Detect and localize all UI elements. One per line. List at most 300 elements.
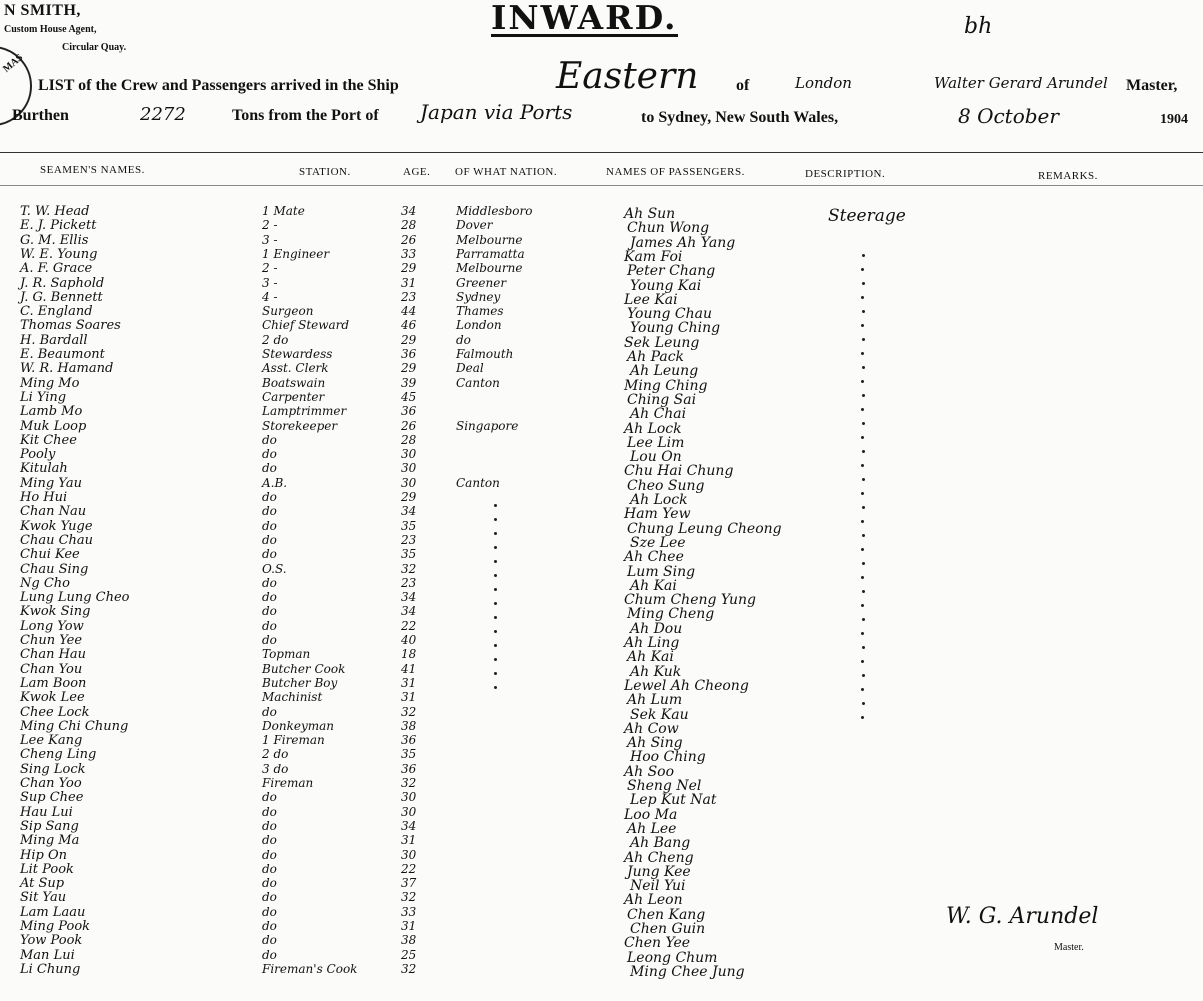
seaman-name: Ho Hui <box>20 490 68 505</box>
seaman-age: 35 <box>401 547 417 562</box>
ditto-dot <box>862 310 865 313</box>
passenger-name: Chen Guin <box>630 921 706 937</box>
passenger-name: Chung Leung Cheong <box>627 520 782 537</box>
ditto-dot <box>861 632 864 635</box>
of-label: of <box>736 77 750 94</box>
seaman-name: Li Ying <box>20 389 67 405</box>
seaman-name: C. England <box>20 304 93 320</box>
master-name: Walter Gerard Arundel <box>934 74 1108 92</box>
seaman-name: Man Lui <box>20 947 75 963</box>
ditto-dot <box>861 660 864 663</box>
seaman-age: 31 <box>401 833 417 848</box>
seaman-name: Ming Ma <box>20 833 80 849</box>
passenger-name: Ah Kai <box>630 577 677 594</box>
seaman-age: 31 <box>401 675 417 690</box>
passenger-name: Ah Sing <box>627 735 683 752</box>
seaman-station: 2 - <box>262 218 278 233</box>
ditto-dot <box>861 436 864 439</box>
seaman-station: do <box>262 833 277 848</box>
seaman-station: do <box>262 532 277 547</box>
seaman-age: 30 <box>401 804 417 819</box>
seaman-station: Storekeeper <box>262 418 338 433</box>
seaman-name: J. G. Bennett <box>20 289 103 305</box>
seaman-name: Kwok Yuge <box>20 518 93 534</box>
ditto-dot <box>862 422 865 425</box>
ditto-dot <box>861 268 864 271</box>
seaman-nation: Deal <box>456 361 484 376</box>
ditto-dot <box>862 534 865 537</box>
seaman-age: 22 <box>401 861 417 876</box>
passenger-name: Ah Bang <box>630 835 691 852</box>
passenger-name: Ah Lee <box>627 820 677 837</box>
passenger-name: Lee Kai <box>624 291 678 308</box>
passenger-name: Lewel Ah Cheong <box>624 677 749 694</box>
page-title: INWARD. <box>491 0 678 37</box>
seaman-station: do <box>262 490 277 504</box>
seaman-age: 32 <box>401 776 417 790</box>
ditto-dot <box>862 646 865 649</box>
passenger-name: Jung Kee <box>627 863 691 880</box>
seaman-nation: Falmouth <box>456 347 514 361</box>
seaman-station: Boatswain <box>262 375 326 390</box>
seaman-station: do <box>262 704 277 719</box>
seaman-age: 30 <box>401 790 417 805</box>
ditto-dot <box>862 282 865 285</box>
seaman-nation: Canton <box>456 375 500 390</box>
seaman-station: do <box>262 933 277 948</box>
passenger-name: Ah Leon <box>624 892 683 909</box>
seaman-name: Sit Yau <box>20 890 67 906</box>
seaman-name: Sing Lock <box>20 761 86 777</box>
agent-name: N SMITH, <box>4 2 81 19</box>
passenger-name: Loo Ma <box>624 806 678 823</box>
seaman-station: do <box>262 876 277 891</box>
ditto-dot <box>862 702 865 705</box>
seaman-age: 30 <box>401 475 417 490</box>
ditto-dot <box>494 616 497 619</box>
ditto-dot <box>494 672 497 675</box>
signature-label: Master. <box>1054 942 1084 953</box>
seaman-name: At Sup <box>20 876 65 892</box>
seaman-name: Kwok Lee <box>20 690 85 706</box>
seaman-name: Chau Chau <box>20 532 94 548</box>
ditto-dot <box>861 688 864 691</box>
seaman-name: E. J. Pickett <box>20 218 97 234</box>
seaman-age: 22 <box>401 618 417 633</box>
seaman-station: A.B. <box>262 475 288 490</box>
ditto-dot <box>494 630 497 633</box>
destination-label: to Sydney, New South Wales, <box>641 109 839 126</box>
seaman-name: Ming Yau <box>20 475 82 491</box>
ditto-dot <box>494 686 497 689</box>
seaman-age: 26 <box>401 418 417 433</box>
seaman-name: Cheng Ling <box>20 747 97 763</box>
passenger-name: Ming Ching <box>624 377 708 394</box>
seaman-age: 34 <box>401 504 417 519</box>
ditto-dot <box>494 560 497 563</box>
seaman-age: 23 <box>401 575 417 590</box>
master-signature: W. G. Arundel <box>946 904 1099 929</box>
seaman-name: Ming Pook <box>20 919 91 934</box>
seaman-age: 36 <box>401 347 417 361</box>
seaman-station: 3 - <box>262 275 278 290</box>
seaman-name: Chan Hau <box>20 647 87 663</box>
seaman-age: 30 <box>401 847 417 862</box>
seaman-name: Chui Kee <box>20 547 80 563</box>
stamp-lettering: MAS <box>1 52 26 75</box>
seaman-nation: do <box>456 332 471 347</box>
seaman-name: Thomas Soares <box>20 318 121 334</box>
seaman-age: 23 <box>401 532 417 547</box>
passenger-name: Ah Lock <box>624 420 682 437</box>
col-remarks: REMARKS. <box>1038 170 1098 182</box>
passenger-name: Neil Yui <box>630 878 686 895</box>
ditto-dot <box>862 562 865 565</box>
master-label: Master, <box>1126 77 1178 94</box>
passenger-name: Chu Hai Chung <box>624 463 734 480</box>
col-passengers: NAMES OF PASSENGERS. <box>606 166 745 178</box>
column-rule <box>0 185 1203 186</box>
passenger-name: Young Ching <box>630 320 721 337</box>
ditto-dot <box>494 644 497 647</box>
ditto-dot <box>862 366 865 369</box>
seaman-station: do <box>262 947 277 962</box>
passenger-name: Ah Sun <box>624 206 676 222</box>
ditto-dot <box>862 254 865 257</box>
seaman-age: 32 <box>401 961 417 976</box>
passenger-name: Cheo Sung <box>627 477 705 494</box>
ditto-dot <box>494 504 497 507</box>
seaman-station: Butcher Boy <box>262 675 338 690</box>
passenger-name: Lee Lim <box>627 434 685 451</box>
passenger-name: Lep Kut Nat <box>630 792 717 809</box>
seaman-name: Lit Pook <box>20 861 74 877</box>
seaman-station: Butcher Cook <box>262 661 346 676</box>
seaman-station: 2 do <box>262 332 289 347</box>
seaman-station: Asst. Clerk <box>262 361 329 376</box>
passenger-name: Ming Cheng <box>627 606 715 623</box>
seaman-name: Sip Sang <box>20 818 79 834</box>
seaman-station: do <box>262 633 277 647</box>
seaman-station: Donkeyman <box>262 718 334 733</box>
seaman-station: Lamptrimmer <box>262 404 347 419</box>
passenger-name: Ah Soo <box>624 763 675 780</box>
ditto-dot <box>862 338 865 341</box>
passenger-name: Ah Cheng <box>624 849 694 866</box>
header-rule <box>0 152 1203 153</box>
seaman-nation: Melbourne <box>456 232 523 247</box>
seaman-station: 3 do <box>262 761 289 776</box>
seaman-age: 34 <box>401 604 417 619</box>
seaman-station: do <box>262 447 277 462</box>
seaman-name: Pooly <box>20 447 56 463</box>
seaman-station: do <box>262 618 277 633</box>
seaman-age: 28 <box>401 218 417 233</box>
seaman-name: Chan Yoo <box>20 776 82 791</box>
passenger-name: Ah Dou <box>630 620 683 637</box>
seaman-nation: Singapore <box>456 418 519 433</box>
seaman-station: do <box>262 518 277 533</box>
seaman-age: 31 <box>401 690 417 705</box>
seaman-station: do <box>262 818 277 833</box>
seaman-station: do <box>262 461 277 476</box>
passenger-name: Ah Cow <box>624 720 679 737</box>
initials: bh <box>964 14 993 39</box>
seaman-station: Machinist <box>262 690 323 705</box>
passenger-name: Ah Ling <box>624 635 680 651</box>
seaman-nation: Melbourne <box>456 261 523 276</box>
ditto-dot <box>494 658 497 661</box>
seaman-name: Ming Mo <box>20 375 80 391</box>
ditto-dot <box>494 546 497 549</box>
seaman-station: do <box>262 432 277 447</box>
seaman-station: do <box>262 590 277 605</box>
seaman-nation: Greener <box>456 275 507 290</box>
seaman-age: 31 <box>401 275 417 290</box>
seaman-station: Surgeon <box>262 304 314 319</box>
seaman-station: Fireman <box>262 776 314 790</box>
ditto-dot <box>861 520 864 523</box>
seaman-age: 32 <box>401 561 417 576</box>
seaman-name: Kwok Sing <box>20 604 91 620</box>
seaman-name: Lung Lung Cheo <box>20 590 130 606</box>
ditto-dot <box>861 604 864 607</box>
passenger-name: Young Chau <box>627 306 712 323</box>
seaman-age: 44 <box>401 304 417 319</box>
seaman-name: Muk Loop <box>20 418 87 434</box>
seaman-age: 36 <box>401 733 417 748</box>
seaman-station: do <box>262 547 277 562</box>
agent-address: Circular Quay. <box>62 42 127 53</box>
passenger-name: Ah Lum <box>627 692 683 709</box>
description-value: Steerage <box>828 206 906 226</box>
seaman-age: 31 <box>401 919 417 933</box>
seaman-name: Kit Chee <box>20 432 77 448</box>
seaman-age: 26 <box>401 232 417 247</box>
passenger-name: Chen Kang <box>627 906 706 923</box>
seaman-name: Ming Chi Chung <box>20 718 129 734</box>
seaman-name: A. F. Grace <box>20 261 93 277</box>
seaman-age: 32 <box>401 704 417 719</box>
ditto-dot <box>861 408 864 411</box>
ditto-dot <box>861 380 864 383</box>
seaman-station: Carpenter <box>262 389 325 404</box>
seaman-name: Hau Lui <box>20 804 73 820</box>
passenger-name: Lum Sing <box>627 563 696 580</box>
seaman-name: Hip On <box>20 847 67 863</box>
seaman-name: Lam Boon <box>20 675 87 691</box>
passenger-name: Young Kai <box>630 277 702 294</box>
ditto-dot <box>861 324 864 327</box>
ditto-dot <box>862 478 865 481</box>
ditto-dot <box>862 506 865 509</box>
seaman-name: Yow Pook <box>20 933 83 949</box>
ditto-dot <box>861 352 864 355</box>
seaman-station: 4 - <box>262 289 278 304</box>
passenger-name: Sze Lee <box>630 534 686 551</box>
passenger-name: Sek Kau <box>630 706 689 723</box>
seaman-name: Li Chung <box>20 961 81 977</box>
seaman-age: 32 <box>401 890 417 905</box>
seaman-age: 28 <box>401 432 417 447</box>
passenger-name: Ah Kuk <box>630 663 682 680</box>
seaman-name: Chau Sing <box>20 561 89 577</box>
seaman-nation: Parramatta <box>456 246 525 261</box>
ditto-dot <box>494 518 497 521</box>
seaman-age: 34 <box>401 204 417 218</box>
seaman-name: E. Beaumont <box>20 347 105 362</box>
col-age: AGE. <box>403 166 431 178</box>
ditto-dot <box>861 576 864 579</box>
seaman-station: 2 - <box>262 261 278 276</box>
ditto-dot <box>862 618 865 621</box>
seaman-name: G. M. Ellis <box>20 232 89 248</box>
passenger-name: Ching Sai <box>627 391 697 408</box>
seaman-nation: Dover <box>456 218 493 233</box>
seaman-station: Stewardess <box>262 347 333 361</box>
seaman-station: O.S. <box>262 561 287 576</box>
home-port: London <box>795 74 852 92</box>
seaman-station: do <box>262 604 277 619</box>
arrival-year: 1904 <box>1160 112 1188 127</box>
seaman-age: 38 <box>401 718 417 733</box>
ditto-dot <box>494 574 497 577</box>
seaman-name: Kitulah <box>20 461 68 477</box>
seaman-age: 33 <box>401 246 417 261</box>
seaman-age: 41 <box>401 661 417 676</box>
ditto-dot <box>861 548 864 551</box>
passenger-name: Lou On <box>630 449 682 466</box>
seaman-age: 34 <box>401 818 417 833</box>
seaman-station: do <box>262 504 277 519</box>
col-description: DESCRIPTION. <box>805 168 886 180</box>
seaman-station: 1 Fireman <box>262 733 325 748</box>
seaman-age: 25 <box>401 947 417 962</box>
seaman-age: 29 <box>401 490 417 504</box>
tons-label: Tons from the Port of <box>232 107 379 124</box>
seaman-station: 2 do <box>262 747 289 762</box>
ditto-dot <box>861 296 864 299</box>
ditto-dot <box>494 532 497 535</box>
seaman-age: 38 <box>401 933 417 948</box>
seaman-name: J. R. Saphold <box>20 275 105 291</box>
passenger-name: Ham Yew <box>624 506 691 523</box>
seaman-age: 29 <box>401 261 417 276</box>
passenger-name: Ah Pack <box>627 349 685 365</box>
departure-port: Japan via Ports <box>420 100 573 124</box>
seaman-station: do <box>262 804 277 819</box>
seaman-age: 29 <box>401 332 417 347</box>
seaman-station: do <box>262 847 277 862</box>
passenger-name: Ah Chai <box>630 406 687 423</box>
agent-title: Custom House Agent, <box>4 24 97 35</box>
passenger-name: Leong Chum <box>627 949 718 966</box>
ditto-dot <box>862 450 865 453</box>
passenger-name: Ah Kai <box>627 649 674 666</box>
ditto-dot <box>862 394 865 397</box>
seaman-age: 35 <box>401 747 417 762</box>
seaman-station: Topman <box>262 647 311 662</box>
seaman-age: 36 <box>401 761 417 776</box>
burthen-label: Burthen <box>12 107 69 124</box>
passenger-name: Ah Leung <box>630 363 699 380</box>
seaman-station: do <box>262 861 277 876</box>
seaman-name: Chan You <box>20 661 83 677</box>
passenger-name: Hoo Ching <box>630 749 706 766</box>
ditto-dot <box>494 588 497 591</box>
seaman-station: do <box>262 890 277 905</box>
seaman-age: 35 <box>401 518 417 533</box>
ditto-dot <box>862 590 865 593</box>
seaman-name: Lam Laau <box>20 904 86 920</box>
ditto-dot <box>862 674 865 677</box>
seaman-name: T. W. Head <box>20 204 90 219</box>
passenger-name: Sheng Nel <box>627 778 702 794</box>
seaman-station: do <box>262 575 277 590</box>
seaman-name: Chun Yee <box>20 633 83 648</box>
seaman-name: Long Yow <box>20 618 84 634</box>
seaman-station: 1 Mate <box>262 204 305 218</box>
seaman-name: Chan Nau <box>20 504 87 520</box>
list-heading: LIST of the Crew and Passengers arrived in the Ship <box>38 77 399 94</box>
seaman-age: 30 <box>401 461 417 476</box>
seaman-station: do <box>262 790 277 805</box>
seaman-nation: London <box>456 318 502 333</box>
seaman-station: Fireman's Cook <box>262 961 358 976</box>
seaman-age: 40 <box>401 633 417 647</box>
arrival-date: 8 October <box>958 104 1059 128</box>
ditto-dot <box>861 716 864 719</box>
seaman-name: H. Bardall <box>20 332 88 348</box>
seaman-station: do <box>262 919 277 933</box>
seaman-station: 3 - <box>262 232 278 247</box>
ditto-dot <box>861 492 864 495</box>
passenger-name: Chen Yee <box>624 935 691 952</box>
seaman-nation: Sydney <box>456 289 501 304</box>
passenger-name: James Ah Yang <box>630 234 736 251</box>
passenger-name: Peter Chang <box>627 263 716 280</box>
seaman-nation: Middlesboro <box>456 204 533 218</box>
col-seamen: SEAMEN'S NAMES. <box>40 164 145 176</box>
seaman-name: Lee Kang <box>20 733 83 749</box>
ditto-dot <box>861 464 864 467</box>
seaman-name: Ng Cho <box>20 575 70 591</box>
seaman-age: 33 <box>401 904 417 919</box>
seaman-age: 39 <box>401 375 417 390</box>
seaman-station: 1 Engineer <box>262 246 330 261</box>
seaman-age: 37 <box>401 876 417 891</box>
seaman-name: Chee Lock <box>20 704 90 720</box>
seaman-station: Chief Steward <box>262 318 350 333</box>
seaman-nation: Thames <box>456 304 504 319</box>
passenger-name: Kam Foi <box>624 248 683 265</box>
col-station: STATION. <box>299 166 351 178</box>
ditto-dot <box>494 602 497 605</box>
seaman-age: 46 <box>401 318 417 333</box>
seaman-name: W. E. Young <box>20 246 98 262</box>
seaman-name: Sup Chee <box>20 790 84 806</box>
seaman-age: 29 <box>401 361 417 376</box>
seaman-name: W. R. Hamand <box>20 361 114 377</box>
seaman-station: do <box>262 904 277 919</box>
passenger-name: Ah Chee <box>624 549 684 566</box>
passenger-name: Chum Cheng Yung <box>624 592 756 609</box>
seaman-age: 34 <box>401 590 417 605</box>
burthen-value: 2272 <box>140 104 186 125</box>
seaman-age: 45 <box>401 389 417 404</box>
passenger-name: Ming Chee Jung <box>630 963 745 980</box>
passenger-name: Ah Lock <box>630 492 688 508</box>
